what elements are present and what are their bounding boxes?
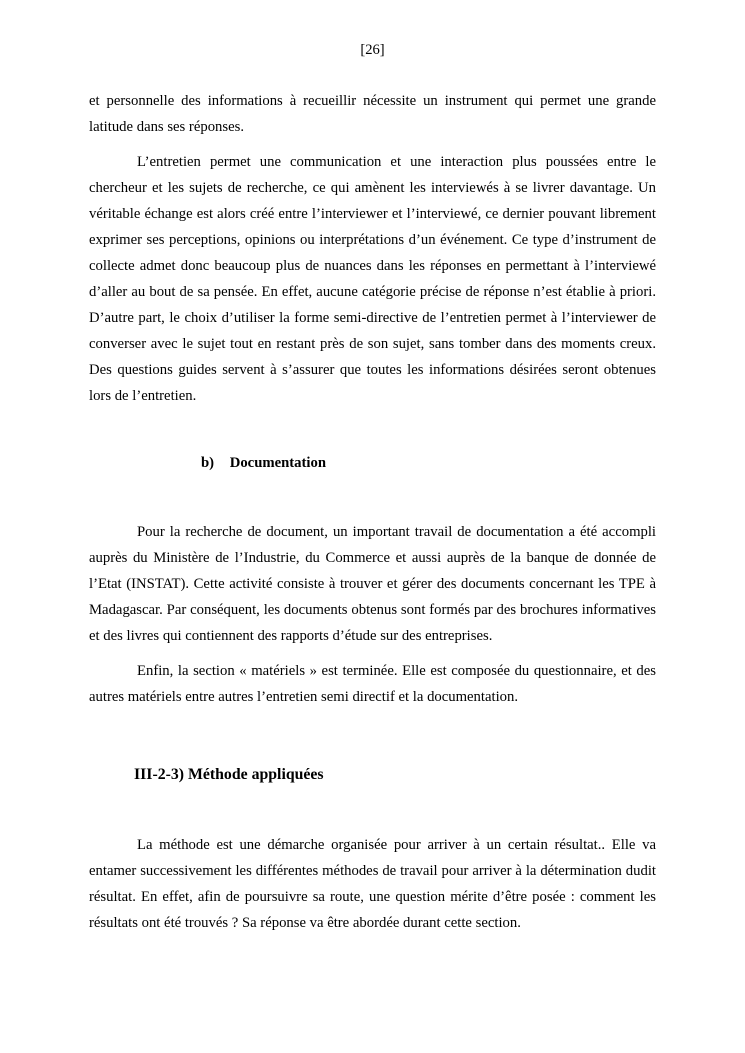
heading-documentation-text: Documentation	[229, 455, 327, 471]
heading-methode-appliquees: III-2-3) Méthode appliquées	[134, 766, 324, 783]
paragraph-intro-continuation: et personnelle des informations à recueillir nécessite un instrument qui permet une grande latitude dans ses réponses.	[89, 93, 656, 135]
paragraph-documentation: Pour la recherche de document, un important travail de documentation a été accompli auprès du Ministère de l’Industrie, du Commerce et aussi auprès de la banque de donnée de l’Etat (INSTAT). Cette activité consiste à trouver et gérer des documents concernant les TPE à Madagascar. Par conséquent, les documents obtenus sont formés par des brochures informatives et des livres qui contiennent des rapports d’étude sur des entreprises.	[89, 524, 656, 644]
heading-documentation	[201, 453, 656, 473]
paragraph-entretien: L’entretien permet une communication et une interaction plus poussées entre le chercheur et les sujets de recherche, ce qui amènent les interviewés à se livrer davantage. Un véritable échange est alors créé entre l’interviewer et l’interviewé, ce dernier pouvant librement exprimer ses perceptions, opinions ou interprétations d’un événement. Ce type d’instrument de collecte admet donc beaucoup plus de nuances dans les réponses en permettant à l’interviewé d’aller au bout de sa pensée. En effet, aucune catégorie précise de réponse n’est établie à priori. D’autre part, le choix d’utiliser la forme semi-directive de l’entretien permet à l’interviewer de converser avec le sujet tout en restant près de son sujet, sans tomber dans des moments creux. Des questions guides servent à s’assurer que toutes les informations désirées seront obtenues lors de l’entretien.	[89, 154, 656, 404]
paragraph-materiels: Enfin, la section « matériels » est terminée. Elle est composée du questionnaire, et des autres matériels entre autres l’entretien semi directif et la documentation.	[89, 663, 656, 705]
paragraph-methode: La méthode est une démarche organisée pour arriver à un certain résultat.. Elle va entamer successivement les différentes méthodes de travail pour arriver à la détermination dudit résultat. En effet, afin de poursuivre sa route, une question mérite d’être posée : comment les résultats ont été trouvés ? Sa réponse va être abordée durant cette section.	[89, 837, 656, 931]
heading-documentation-label: b)	[201, 455, 215, 471]
page-number: [26]	[360, 42, 385, 58]
